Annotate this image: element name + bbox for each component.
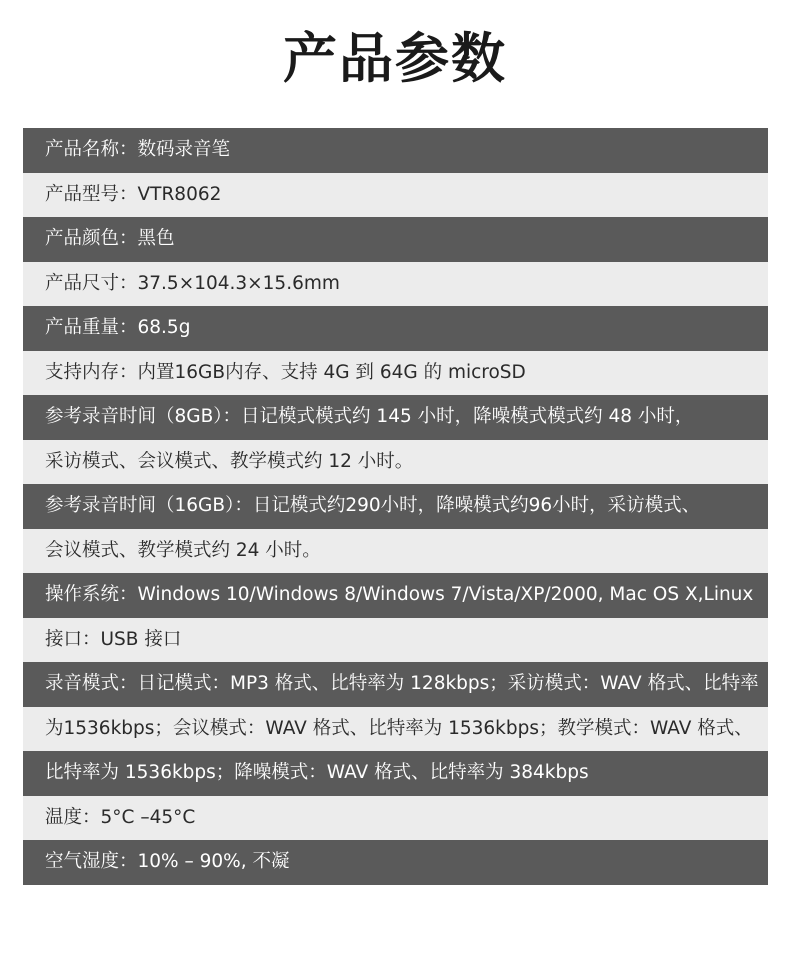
spec-row-record-mode: 录音模式：日记模式：MP3 格式、比特率为 128kbps；采访模式：WAV 格式、比特率: [23, 662, 768, 707]
spec-row-record-mode-cont-1: 为1536kbps；会议模式：WAV 格式、比特率为 1536kbps；教学模式：WAV 格式、: [23, 707, 768, 752]
spec-row-record-time-16gb: 参考录音时间（16GB）：日记模式约290小时，降噪模式约96小时，采访模式、: [23, 484, 768, 529]
spec-row-temperature: 温度：5°C –45°C: [23, 796, 768, 841]
spec-row-memory: 支持内存：内置16GB内存、支持 4G 到 64G 的 microSD: [23, 351, 768, 396]
spec-row-os: 操作系统：Windows 10/Windows 8/Windows 7/Vista/XP/2000, Mac OS X,Linux: [23, 573, 768, 618]
spec-row-interface: 接口：USB 接口: [23, 618, 768, 663]
spec-row-record-time-8gb: 参考录音时间（8GB）：日记模式模式约 145 小时，降噪模式模式约 48 小时，: [23, 395, 768, 440]
spec-row-record-time-16gb-cont: 会议模式、教学模式约 24 小时。: [23, 529, 768, 574]
spec-row-weight: 产品重量：68.5g: [23, 306, 768, 351]
spec-table: [23, 128, 768, 885]
page-title: 产品参数: [283, 27, 507, 90]
spec-row-record-time-8gb-cont: 采访模式、会议模式、教学模式约 12 小时。: [23, 440, 768, 485]
spec-row-size: 产品尺寸：37.5×104.3×15.6mm: [23, 262, 768, 307]
spec-row-model: 产品型号：VTR8062: [23, 173, 768, 218]
spec-row-product-name: 产品名称：数码录音笔: [23, 128, 768, 173]
spec-row-color: 产品颜色：黑色: [23, 217, 768, 262]
spec-row-humidity: 空气湿度：10% – 90%, 不凝: [23, 840, 768, 885]
spec-row-record-mode-cont-2: 比特率为 1536kbps；降噪模式：WAV 格式、比特率为 384kbps: [23, 751, 768, 796]
